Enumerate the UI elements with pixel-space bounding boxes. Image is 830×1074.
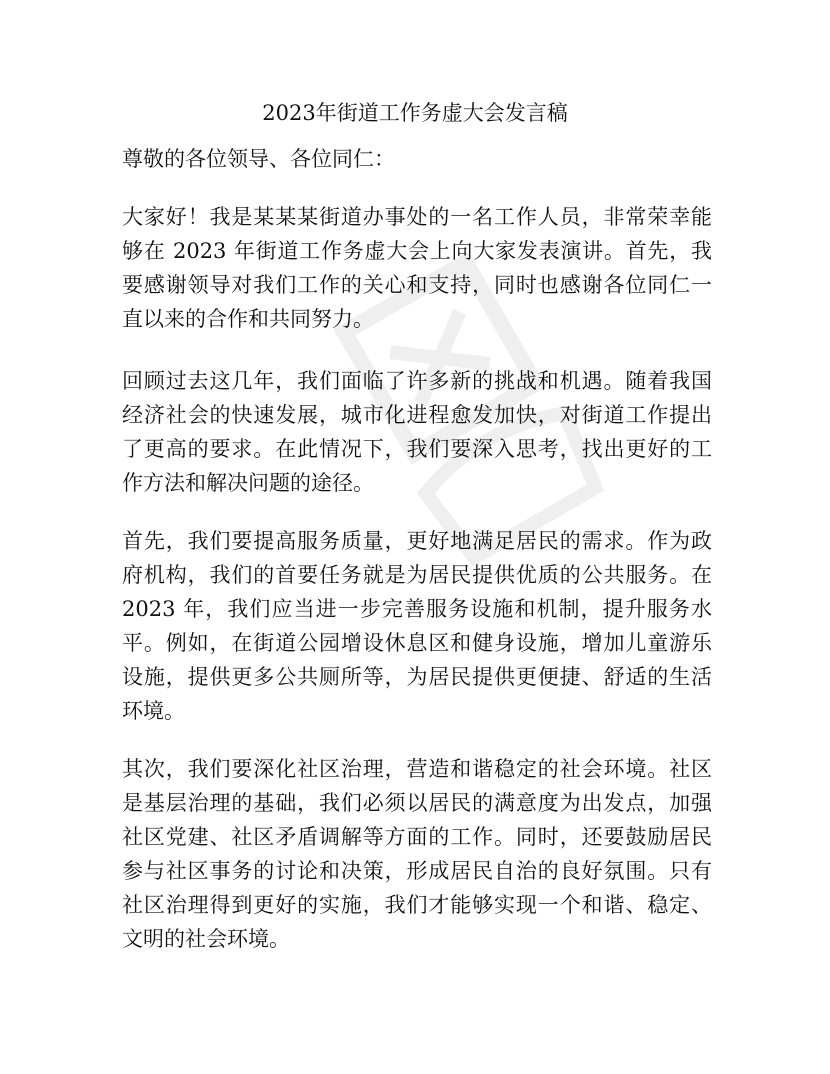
paragraph-service-quality (122, 524, 712, 728)
paragraph-line: 平。例如，在街道公园增设休息区和健身设施，增加儿童游乐 (122, 631, 712, 655)
paragraph-line: 其次，我们要深化社区治理，营造和谐稳定的社会环境。社区 (122, 757, 712, 781)
paragraph-review (122, 364, 712, 500)
paragraph-line: 社区党建、社区矛盾调解等方面的工作。同时，还要鼓励居民 (122, 825, 712, 849)
salutation: 尊敬的各位领导、各位同仁： (122, 147, 395, 171)
paragraph-line: 作方法和解决问题的途径。 (122, 471, 374, 495)
document-title: 2023年街道工作务虚大会发言稿 (262, 101, 568, 125)
paragraph-line: 府机构，我们的首要任务就是为居民提供优质的公共服务。在 (122, 563, 712, 587)
paragraph-line: 够在 2023 年街道工作务虚大会上向大家发表演讲。首先，我 (122, 239, 712, 263)
paragraph-line: 大家好！我是某某某街道办事处的一名工作人员，非常荣幸能 (122, 205, 712, 229)
paragraph-line: 经济社会的快速发展，城市化进程愈发加快，对街道工作提出 (122, 403, 712, 427)
paragraph-greeting (122, 200, 712, 336)
paragraph-line: 是基层治理的基础，我们必须以居民的满意度为出发点，加强 (122, 791, 712, 815)
paragraph-line: 直以来的合作和共同努力。 (122, 307, 374, 331)
paragraph-line: 回顾过去这几年，我们面临了许多新的挑战和机遇。随着我国 (122, 369, 712, 393)
paragraph-line: 社区治理得到更好的实施，我们才能够实现一个和谐、稳定、 (122, 893, 712, 917)
paragraph-line: 2023 年，我们应当进一步完善服务设施和机制，提升服务水 (122, 597, 712, 621)
paragraph-line: 要感谢领导对我们工作的关心和支持，同时也感谢各位同仁一 (122, 273, 712, 297)
paragraph-line: 设施，提供更多公共厕所等，为居民提供更便捷、舒适的生活 (122, 665, 712, 689)
paragraph-line: 文明的社会环境。 (122, 927, 290, 951)
paragraph-line: 参与社区事务的讨论和决策，形成居民自治的良好氛围。只有 (122, 859, 712, 883)
paragraph-line: 首先，我们要提高服务质量，更好地满足居民的需求。作为政 (122, 529, 712, 553)
paragraph-community-governance (122, 752, 712, 956)
paragraph-line: 环境。 (122, 699, 185, 723)
paragraph-line: 了更高的要求。在此情况下，我们要深入思考，找出更好的工 (122, 437, 712, 461)
